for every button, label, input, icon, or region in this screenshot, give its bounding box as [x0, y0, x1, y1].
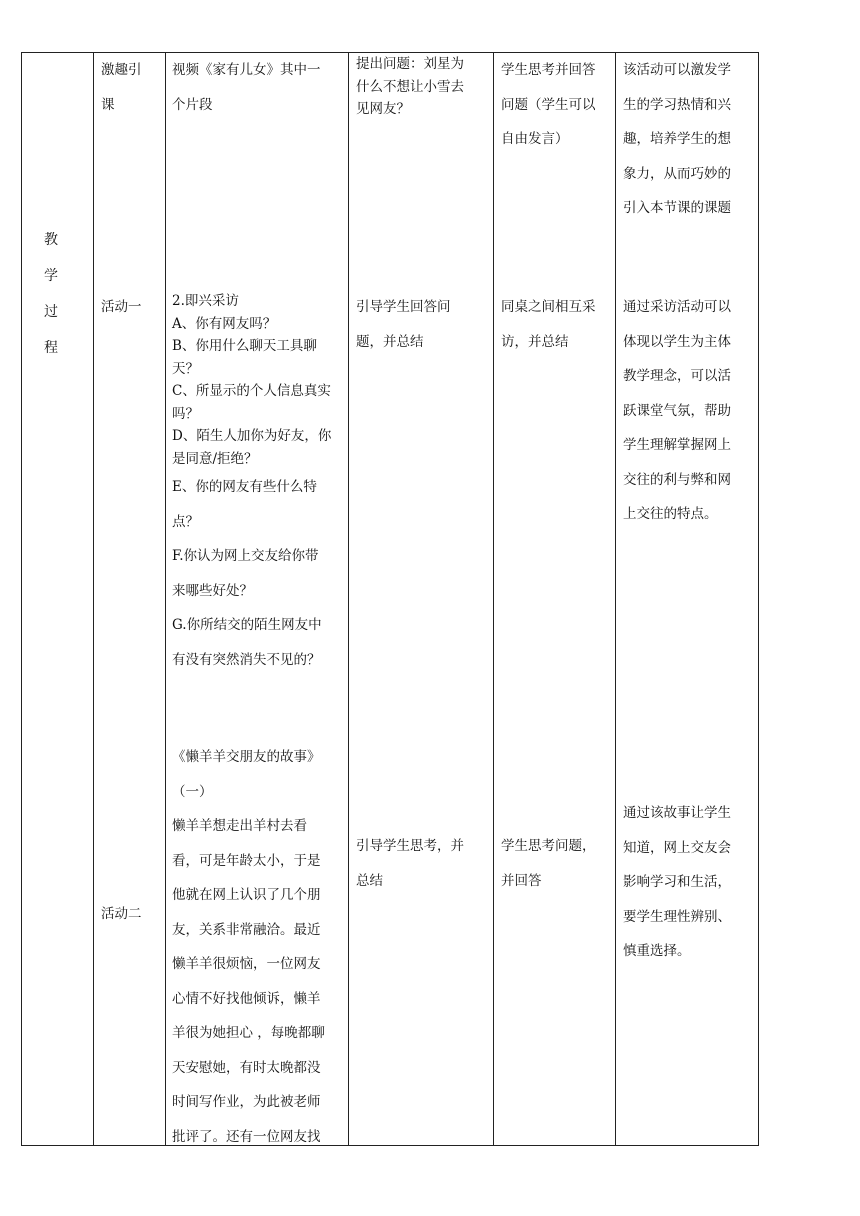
text-line: 并回答: [501, 872, 542, 889]
text-line: 2.即兴采访: [172, 293, 239, 309]
column-divider-5: [615, 52, 616, 1146]
text-line: 懒羊羊想走出羊村去看: [172, 818, 307, 834]
text-line: B、你用什么聊天工具聊: [172, 338, 317, 354]
text-line: 趣，培养学生的想: [623, 131, 731, 147]
text-line: A、你有网友吗？: [172, 315, 277, 332]
stage-char: 教: [44, 232, 58, 248]
text-line: 是同意/拒绝？: [172, 450, 258, 467]
text-line: 来哪些好处？: [172, 582, 253, 599]
stage-char: 学: [44, 268, 58, 284]
text-line: 通过该故事让学生: [623, 805, 731, 821]
row-activity2-content: [172, 740, 325, 1154]
text-line: 活动二: [101, 906, 142, 922]
text-line: 学生思考问题，: [501, 838, 596, 854]
row-activity1-content-more: [172, 470, 322, 677]
table-border-right: [758, 52, 759, 1146]
text-line: （一）: [172, 783, 213, 800]
text-line: 见网友？: [356, 101, 410, 117]
stage-char: 过: [44, 304, 58, 320]
text-line: 批评了。还有一位网友找: [172, 1128, 321, 1145]
text-line: 《懒羊羊交朋友的故事》: [172, 749, 321, 765]
text-line: 时间写作业，为此被老师: [172, 1094, 321, 1110]
text-line: 生的学习热情和兴: [623, 96, 731, 113]
text-line: 他就在网上认识了几个朋: [172, 887, 321, 903]
text-line: 个片段: [172, 96, 213, 113]
text-line: 学生思考并回答: [501, 62, 596, 78]
text-line: 要学生理性辨别、: [623, 908, 731, 925]
text-line: 体现以学生为主体: [623, 333, 731, 350]
stage-char: 程: [44, 340, 58, 356]
text-line: 问题（学生可以: [501, 96, 596, 113]
text-line: F.你认为网上交友给你带: [172, 548, 319, 564]
row-activity1-teacher: [356, 290, 451, 359]
text-line: 学生理解掌握网上: [623, 437, 731, 453]
text-line: 题，并总结: [356, 333, 424, 350]
row-activity2-phase: [101, 897, 142, 932]
column-divider-4: [493, 52, 494, 1146]
stage-label: [38, 222, 64, 366]
text-line: 天？: [172, 360, 199, 377]
text-line: 懒羊羊很烦恼，一位网友: [172, 956, 321, 972]
text-line: 激趣引: [101, 62, 142, 78]
table-border-left: [21, 52, 22, 1146]
text-line: E、你的网友有些什么特: [172, 479, 317, 495]
text-line: 该活动可以激发学: [623, 62, 731, 78]
text-line: 友，关系非常融洽。最近: [172, 921, 321, 938]
row-activity1-student: [501, 290, 596, 359]
row-intro-purpose: [623, 53, 731, 226]
row-intro-student: [501, 53, 596, 157]
text-line: 看，可是年龄太小，于是: [172, 852, 321, 869]
text-line: 引入本节课的课题: [623, 200, 731, 216]
text-line: 教学理念，可以活: [623, 368, 731, 384]
text-line: 跃课堂气氛，帮助: [623, 402, 731, 419]
text-line: 提出问题：刘星为: [356, 56, 464, 72]
table-bottom-border: [21, 1145, 759, 1146]
column-divider-1: [93, 52, 94, 1146]
row-activity2-student: [501, 829, 596, 898]
text-line: 课: [101, 96, 115, 113]
text-line: 通过采访活动可以: [623, 299, 731, 315]
text-line: 象力，从而巧妙的: [623, 165, 731, 182]
text-line: 活动一: [101, 299, 142, 315]
row-intro-teacher: [356, 53, 464, 121]
column-divider-3: [348, 52, 349, 1146]
row-activity2-teacher: [356, 829, 464, 898]
text-line: 引导学生思考，并: [356, 838, 464, 854]
text-line: 点？: [172, 513, 199, 530]
text-line: 天安慰她，有时太晚都没: [172, 1059, 321, 1076]
text-line: 心情不好找他倾诉，懒羊: [172, 990, 321, 1007]
text-line: 慎重选择。: [623, 943, 691, 959]
text-line: 总结: [356, 872, 383, 889]
row-activity1-purpose: [623, 290, 731, 532]
text-line: D、陌生人加你为好友，你: [172, 428, 332, 444]
row-activity2-purpose: [623, 796, 731, 969]
column-divider-2: [165, 52, 166, 1146]
row-intro-phase: [101, 53, 142, 122]
row-intro-content: [172, 53, 321, 122]
row-activity1-phase: [101, 290, 142, 325]
text-line: G.你所结交的陌生网友中: [172, 617, 322, 633]
text-line: 同桌之间相互采: [501, 299, 596, 315]
text-line: 上交往的特点。: [623, 506, 718, 522]
text-line: 视频《家有儿女》其中一: [172, 62, 321, 78]
text-line: 羊很为她担心 ，每晚都聊: [172, 1025, 325, 1041]
text-line: 影响学习和生活，: [623, 874, 731, 890]
text-line: 知道，网上交友会: [623, 839, 731, 856]
text-line: C、所显示的个人信息真实: [172, 383, 331, 399]
text-line: 自由发言）: [501, 131, 569, 147]
text-line: 有没有突然消失不见的？: [172, 651, 321, 668]
text-line: 交往的利与弊和网: [623, 471, 731, 488]
text-line: 引导学生回答问: [356, 299, 451, 315]
text-line: 访，并总结: [501, 333, 569, 350]
text-line: 吗？: [172, 405, 199, 422]
row-activity1-content-questions: [172, 290, 331, 470]
text-line: 什么不想让小雪去: [356, 78, 464, 95]
